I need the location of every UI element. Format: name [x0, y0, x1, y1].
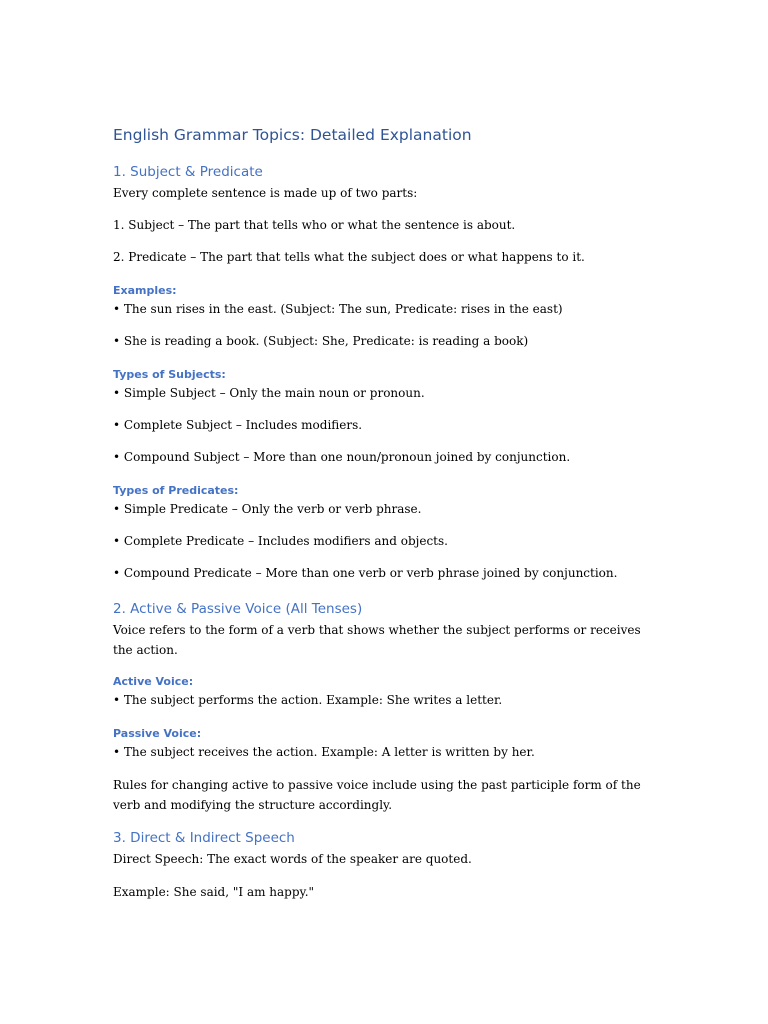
definition-subject: 1. Subject – The part that tells who or what the sentence is about.: [113, 218, 516, 232]
predicate-type-item: • Compound Predicate – More than one verb or verb phrase joined by conjunction.: [113, 566, 618, 580]
types-of-subjects-heading: Types of Subjects:: [113, 368, 226, 381]
section-heading-active-passive-voice: 2. Active & Passive Voice (All Tenses): [113, 601, 363, 617]
subject-type-item: • Simple Subject – Only the main noun or pronoun.: [113, 386, 425, 400]
section-intro: Voice refers to the form of a verb that shows whether the subject performs or receives the action.: [113, 623, 641, 657]
passive-voice-heading: Passive Voice:: [113, 727, 202, 740]
active-voice-item: • The subject performs the action. Example: She writes a letter.: [113, 693, 503, 707]
subject-type-item: • Compound Subject – More than one noun/pronoun joined by conjunction.: [113, 450, 571, 464]
types-of-predicates-heading: Types of Predicates:: [113, 484, 239, 497]
voice-rules-paragraph: Rules for changing active to passive voice include using the past participle form of the verb and modifying the structure accordingly.: [113, 778, 641, 812]
section-heading-subject-predicate: 1. Subject & Predicate: [113, 164, 263, 180]
predicate-type-item: • Simple Predicate – Only the verb or verb phrase.: [113, 502, 422, 516]
example-item: • She is reading a book. (Subject: She, Predicate: is reading a book): [113, 334, 529, 348]
section-heading-direct-indirect-speech: 3. Direct & Indirect Speech: [113, 830, 295, 846]
section-intro: Direct Speech: The exact words of the speaker are quoted.: [113, 852, 472, 866]
passive-voice-item: • The subject receives the action. Example: A letter is written by her.: [113, 745, 535, 759]
speech-example: Example: She said, "I am happy.": [113, 885, 315, 899]
document-title: English Grammar Topics: Detailed Explanation: [113, 126, 472, 144]
definition-predicate: 2. Predicate – The part that tells what the subject does or what happens to it.: [113, 250, 585, 264]
subject-type-item: • Complete Subject – Includes modifiers.: [113, 418, 363, 432]
section-intro: Every complete sentence is made up of two parts:: [113, 186, 418, 200]
examples-heading: Examples:: [113, 284, 177, 297]
example-item: • The sun rises in the east. (Subject: The sun, Predicate: rises in the east): [113, 302, 563, 316]
active-voice-heading: Active Voice:: [113, 675, 194, 688]
document-page: [113, 0, 653, 1024]
predicate-type-item: • Complete Predicate – Includes modifiers and objects.: [113, 534, 448, 548]
